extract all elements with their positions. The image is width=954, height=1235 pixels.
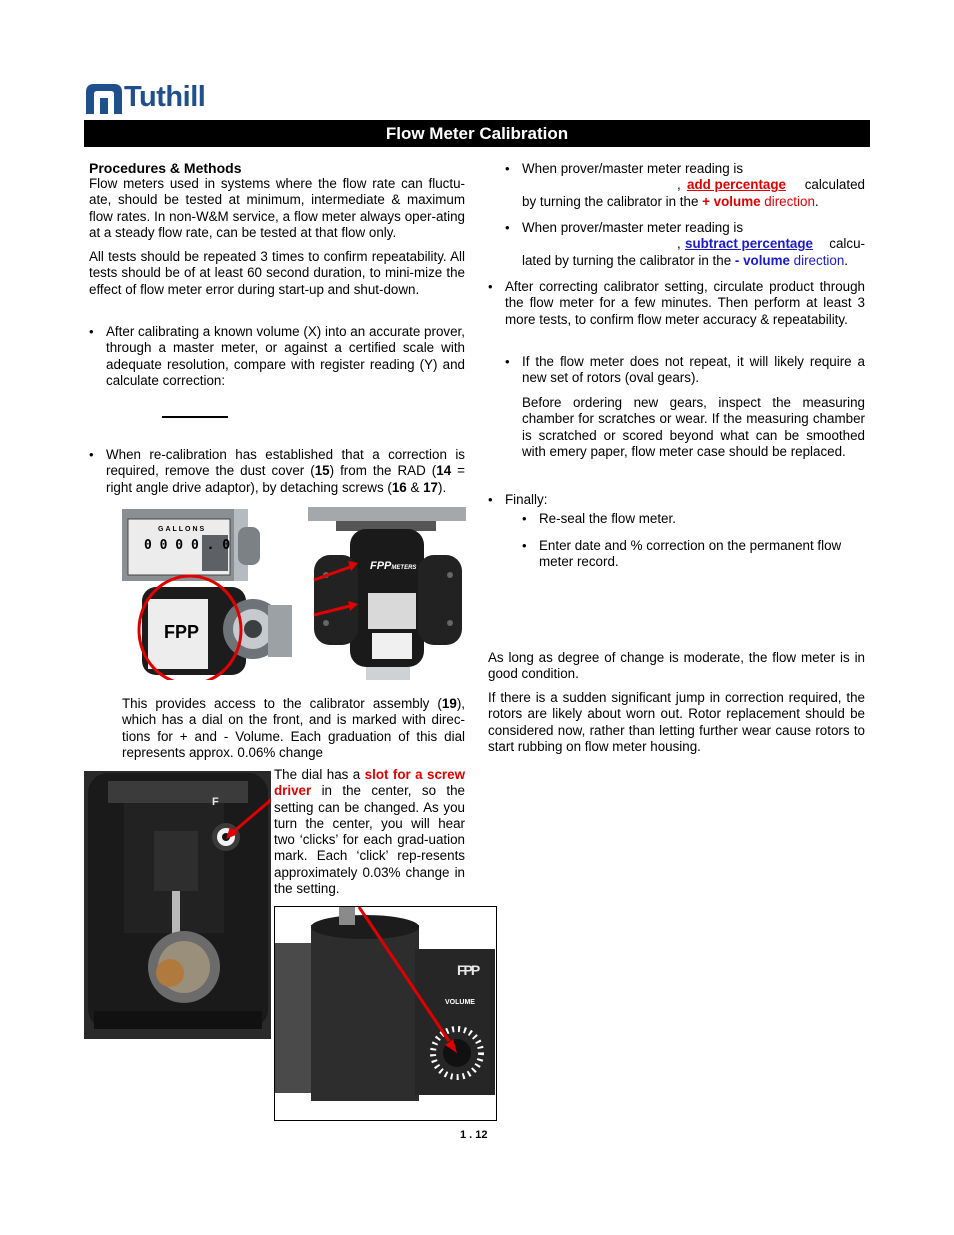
list-item xyxy=(488,492,865,508)
page-number: 1 . 12 xyxy=(460,1129,488,1141)
page-title: Flow Meter Calibration xyxy=(385,124,569,143)
calibrator-assembly-photo xyxy=(84,771,271,1039)
list-item xyxy=(89,324,465,389)
sudden-jump-paragraph: If there is a sudden significant jump in correction required, the rotors are likely about worn out. Rotor replacement should be considered now, rather than letting further wear cause rotors to start rubbing on flow meter housing. xyxy=(488,690,865,754)
repeat-paragraph: All tests should be repeated 3 times to confirm repeatability. All tests should be of at least 60 second duration, to mini-mize the effect of flow meter error during start-up and shut-down. xyxy=(89,249,465,297)
dial-paragraph: The dial has a slot for a screw driver in the center, so the setting can be changed. As you turn the center, you will hear two ‘clicks’ for each grad-uation mark. Each ‘click’ rep-resents approximately 0.03% change in the setting. xyxy=(274,767,465,897)
list-item xyxy=(505,354,865,387)
when-over-line2: , subtract percentage calcu- xyxy=(677,236,865,252)
recalibration-paragraph: When re-calibration has established that a correction is required, remove the dust cover (15) from the RAD (14 = right angle drive adaptor), by detaching screws (16 & 17). xyxy=(106,447,466,495)
register-digits: 0 0 0 0 . 0 xyxy=(144,538,231,553)
when-over-line1: When prover/master meter reading is xyxy=(522,220,744,235)
gears-paragraph: Before ordering new gears, inspect the measuring chamber for scratches or wear. If the measuring chamber is scratched or scored beyond what can be smoothed with emery paper, flow meter case should be replaced. xyxy=(522,395,865,459)
bullet-dot: • xyxy=(89,324,94,339)
rad-label: FPPMETERS xyxy=(370,560,417,572)
bullet-dot: • xyxy=(522,511,527,526)
list-item xyxy=(505,161,865,210)
flow-meter-photo xyxy=(118,505,298,680)
enter-record-text: Enter date and % correction on the permanent flow meter record. xyxy=(539,538,842,570)
register-label: GALLONS xyxy=(158,526,207,533)
finally-label: Finally: xyxy=(505,492,548,507)
bullet-dot: • xyxy=(505,354,510,369)
bullet-dot: • xyxy=(522,538,527,553)
cover-letters: FPP xyxy=(164,622,200,642)
repeat-note-paragraph: If the flow meter does not repeat, it will likely require a new set of rotors (oval gears). xyxy=(522,354,865,386)
bullet-dot: • xyxy=(488,279,493,294)
tuthill-logo xyxy=(84,78,234,116)
section-heading: Procedures & Methods xyxy=(89,160,242,176)
logo-text: Tuthill xyxy=(124,81,206,113)
after-correcting-paragraph: After correcting calibrator setting, circulate product through the flow meter for a few minutes. Then perform at least 3 more tests, to confirm flow meter accuracy & repeatability. xyxy=(505,279,865,327)
title-bar xyxy=(84,120,870,147)
rad-adaptor-photo xyxy=(306,505,468,680)
volume-label: VOLUME xyxy=(445,999,475,1006)
reseal-text: Re-seal the flow meter. xyxy=(539,511,676,526)
when-under-line3: by turning the calibrator in the + volume direction. xyxy=(522,193,819,209)
tuthill-logo-icon xyxy=(84,80,124,116)
bullet-dot: • xyxy=(488,492,493,507)
list-item xyxy=(488,279,865,328)
dial-closeup-photo xyxy=(274,906,497,1121)
when-under-line2: , add percentage calculated xyxy=(677,177,865,193)
calibrate-paragraph: After calibrating a known volume (X) into an accurate prover, through a master meter, or against a certified scale with adequate resolution, compare with register reading (Y) and calculate correction: xyxy=(106,324,465,388)
intro-paragraph: Flow meters used in systems where the flow rate can fluctu-ate, should be tested at minimum, intermediate & maximum flow rates. In non-W&M service, a flow meter always oper-ating at a steady flow rate, can be tested at that flow only. xyxy=(89,176,465,240)
calibrator-letters: F xyxy=(212,796,219,808)
list-item xyxy=(89,447,466,496)
bullet-dot: • xyxy=(505,220,510,235)
list-item xyxy=(505,220,865,269)
list-item xyxy=(522,538,865,571)
list-item xyxy=(522,511,865,527)
fraction-line xyxy=(162,416,228,418)
when-under-line1: When prover/master meter reading is xyxy=(522,161,744,176)
bullet-dot: • xyxy=(89,447,94,462)
access-paragraph: This provides access to the calibrator assembly (19), which has a dial on the front, and is marked with direc-tions for + and - Volume. Each graduation of this dial represents approx. 0.06% change xyxy=(122,696,465,760)
when-over-line3: lated by turning the calibrator in the - volume direction. xyxy=(522,252,849,268)
bullet-dot: • xyxy=(505,161,510,176)
moderate-paragraph: As long as degree of change is moderate, the flow meter is in good condition. xyxy=(488,650,865,682)
dial-letters: FPP xyxy=(457,962,479,978)
